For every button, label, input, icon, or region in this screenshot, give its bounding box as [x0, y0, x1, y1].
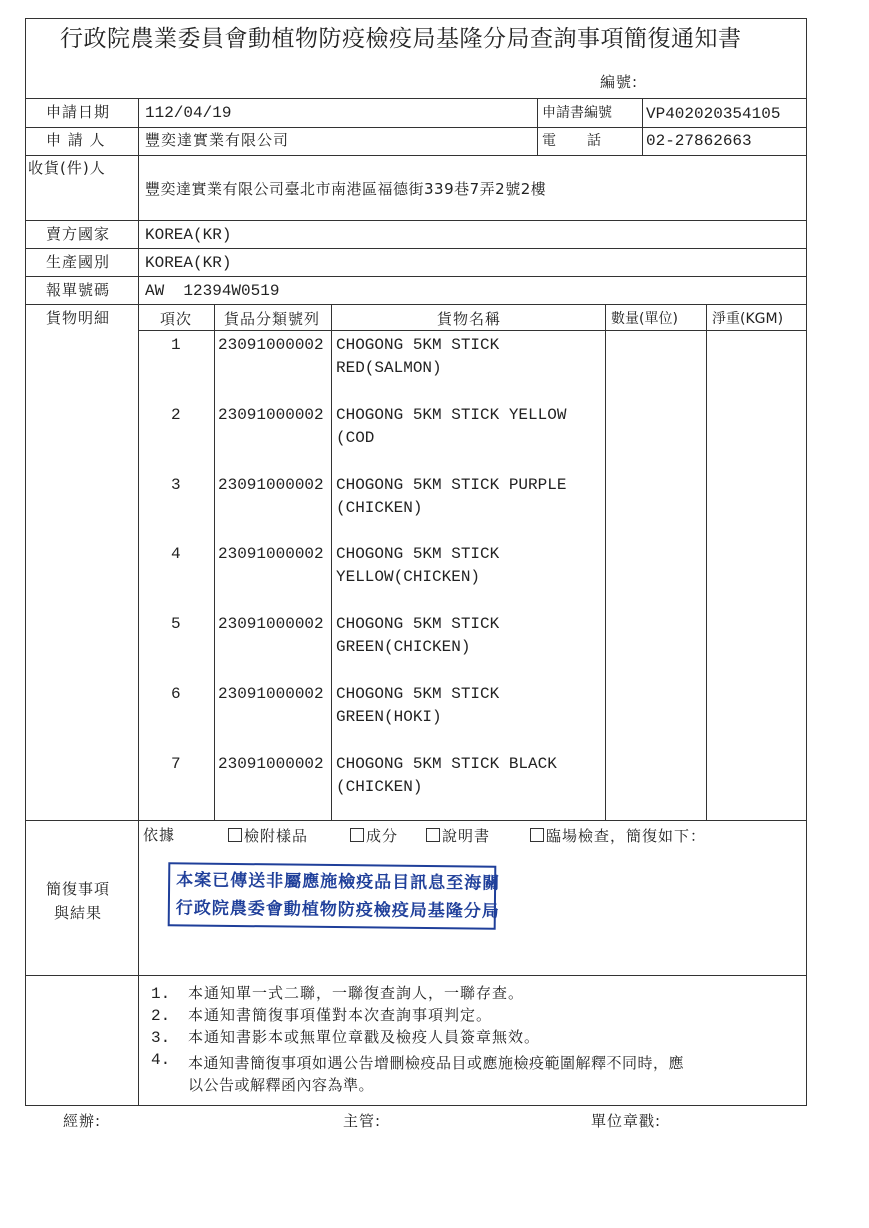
option-onsite-inspection: 臨場檢查，簡復如下： — [530, 828, 706, 844]
result-label-line1: 簡復事項 — [46, 880, 111, 898]
item-name: CHOGONG 5KM STICK YELLOW(CHICKEN) — [336, 545, 500, 586]
column-header-item-no: 項次 — [160, 310, 193, 328]
consignee-label: 收貨(件)人 — [28, 159, 106, 177]
application-number-value: VP402020354105 — [646, 105, 781, 123]
item-name: CHOGONG 5KM STICK RED(SALMON) — [336, 336, 500, 377]
item-number: 2 — [171, 406, 181, 424]
note-text: 本通知書簡復事項僅對本次查詢事項判定。 — [188, 1006, 493, 1024]
official-stamp — [168, 862, 501, 929]
phone-value: 02-27862663 — [646, 132, 752, 150]
stamp-line-2: 行政院農委會動植物防疫檢疫局基隆分局 — [175, 898, 500, 922]
applicant-label: 申 請 人 — [46, 131, 106, 149]
option-ingredients: 成分 — [350, 828, 398, 844]
note-text: 本通知單一式二聯，一聯復查詢人，一聯存查。 — [188, 984, 525, 1002]
application-date-value: 112/04/19 — [145, 104, 232, 122]
item-number: 7 — [171, 755, 181, 773]
item-number: 5 — [171, 615, 181, 633]
declaration-number-value: AW 12394W0519 — [145, 282, 280, 300]
item-hs-code: 23091000002 — [218, 336, 324, 354]
item-number: 1 — [171, 336, 181, 354]
item-hs-code: 23091000002 — [218, 545, 324, 563]
unit-seal-label: 單位章戳: — [591, 1112, 662, 1130]
note-number: 3. — [151, 1029, 171, 1047]
column-header-goods-name: 貨物名稱 — [437, 310, 502, 328]
item-name: CHOGONG 5KM STICK GREEN(HOKI) — [336, 685, 500, 726]
item-name: CHOGONG 5KM STICK YELLOW (COD — [336, 406, 567, 447]
note-text: 本通知書影本或無單位章戳及檢疫人員簽章無效。 — [188, 1028, 541, 1046]
basis-label: 依據 — [143, 826, 176, 844]
option-manual: 說明書 — [426, 828, 490, 844]
application-number-label: 申請書編號 — [542, 105, 612, 121]
item-name: CHOGONG 5KM STICK BLACK (CHICKEN) — [336, 755, 557, 796]
item-hs-code: 23091000002 — [218, 406, 324, 424]
note-text: 本通知書簡復事項如遇公告增刪檢疫品目或應施檢疫範圍解釋不同時，應 以公告或解釋函內容為準。 — [188, 1054, 685, 1094]
item-number: 3 — [171, 476, 181, 494]
origin-country-label: 生產國別 — [46, 253, 111, 271]
checkbox-attached-sample — [228, 828, 242, 842]
checkbox-ingredients — [350, 828, 364, 842]
applicant-value: 豐奕達實業有限公司 — [145, 131, 290, 149]
seller-country-label: 賣方國家 — [46, 225, 111, 243]
item-name: CHOGONG 5KM STICK PURPLE (CHICKEN) — [336, 476, 567, 517]
column-header-hs-code: 貨品分類號列 — [224, 310, 321, 328]
phone-label: 電 話 — [542, 133, 602, 149]
item-hs-code: 23091000002 — [218, 755, 324, 773]
origin-country-value: KOREA(KR) — [145, 254, 232, 272]
note-number: 2. — [151, 1007, 171, 1025]
goods-detail-label: 貨物明細 — [46, 309, 111, 327]
handler-signature-label: 經辦: — [63, 1112, 102, 1130]
seller-country-value: KOREA(KR) — [145, 226, 232, 244]
column-header-net-weight: 淨重(KGM) — [712, 311, 784, 327]
item-number: 6 — [171, 685, 181, 703]
item-hs-code: 23091000002 — [218, 615, 324, 633]
column-header-quantity: 數量(單位) — [611, 311, 678, 327]
document-number-label: 編號: — [600, 73, 639, 91]
note-number: 1. — [151, 985, 171, 1003]
supervisor-signature-label: 主管: — [343, 1112, 382, 1130]
item-number: 4 — [171, 545, 181, 563]
consignee-value: 豐奕達實業有限公司臺北市南港區福德街339巷7弄2號2樓 — [145, 180, 547, 198]
option-attached-sample: 檢附樣品 — [228, 828, 308, 844]
checkbox-manual — [426, 828, 440, 842]
item-name: CHOGONG 5KM STICK GREEN(CHICKEN) — [336, 615, 500, 656]
item-hs-code: 23091000002 — [218, 685, 324, 703]
item-hs-code: 23091000002 — [218, 476, 324, 494]
stamp-line-1: 本案已傳送非屬應施檢疫品目訊息至海關 — [176, 870, 501, 894]
result-label-line2: 與結果 — [54, 904, 103, 922]
declaration-number-label: 報單號碼 — [46, 281, 111, 299]
document-title: 行政院農業委員會動植物防疫檢疫局基隆分局查詢事項簡復通知書 — [60, 26, 742, 52]
application-date-label: 申請日期 — [46, 103, 111, 121]
checkbox-onsite-inspection — [530, 828, 544, 842]
note-number: 4. — [151, 1051, 171, 1069]
